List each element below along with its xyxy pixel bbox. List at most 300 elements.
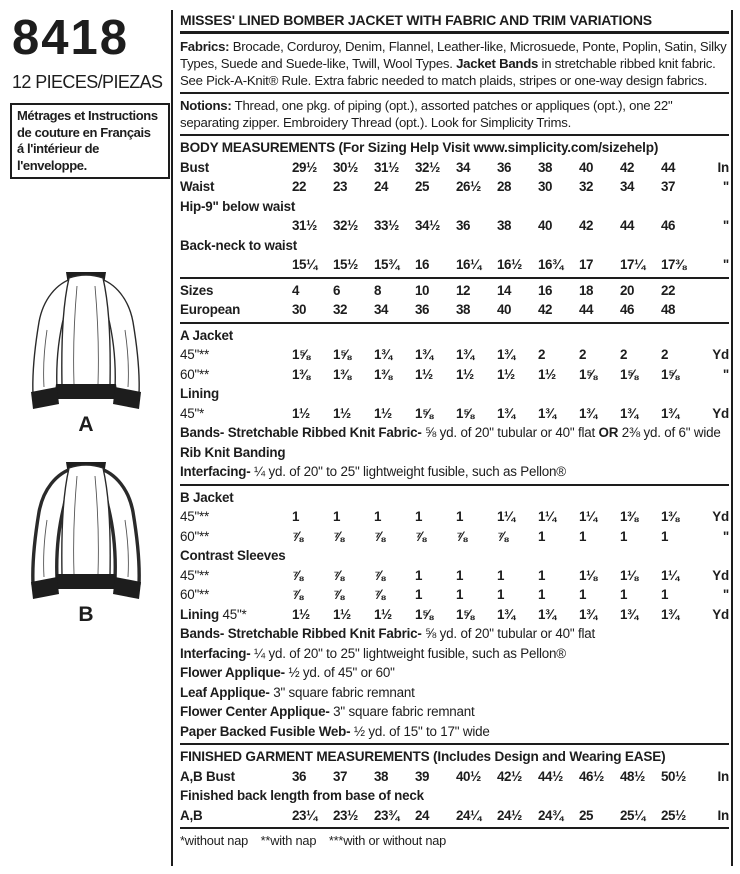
row-label-width: 45"**	[180, 509, 210, 524]
table-cell: 23½	[333, 807, 358, 823]
table-cell: 34½	[415, 218, 440, 233]
table-cell: 1	[415, 509, 423, 524]
table-cell: 26½	[456, 179, 481, 194]
table-cell: 1⅝	[415, 606, 433, 622]
table-cell: 32	[333, 302, 348, 317]
text-segment: Finished back length from base of neck	[180, 788, 424, 803]
table-note-row	[180, 644, 729, 664]
table-cell: 1	[579, 587, 587, 602]
table-cell: 17	[579, 257, 594, 272]
table-cell: 40½	[456, 768, 481, 784]
table-cell: 24¾	[538, 807, 563, 823]
unit-cell: "	[722, 218, 729, 233]
table-cell: 1	[579, 528, 587, 544]
table-cell: 32½	[415, 159, 440, 175]
table-cell: 1⅝	[456, 606, 474, 622]
table-cell: 36	[497, 159, 512, 175]
table-cell: 1	[374, 509, 382, 524]
table-cell: 1¾	[579, 405, 597, 421]
table-row	[180, 158, 729, 178]
table-cell: 1⅝	[620, 366, 638, 382]
table-cell: 1⅝	[579, 366, 597, 382]
table-cell: 1¼	[579, 509, 597, 524]
table-cell: 25	[415, 179, 430, 194]
text-segment: *without nap **with nap ***with or without nap	[180, 833, 447, 848]
text-segment: ½ yd. of 15" to 17" wide	[350, 723, 490, 739]
text-segment: OR	[598, 425, 619, 440]
table-cell: 14	[497, 282, 512, 298]
table-note-row	[180, 236, 729, 256]
table-row	[180, 300, 729, 320]
table-note-row	[180, 683, 729, 703]
table-cell: 40	[538, 218, 553, 233]
row-label-width: 45"**	[180, 567, 210, 583]
table-cell: 4	[292, 282, 300, 298]
row-label-width: 45"**	[180, 347, 210, 362]
row-label-width: 45"*	[180, 405, 205, 421]
table-cell: 25¼	[620, 807, 645, 823]
table-cell: 1¾	[415, 347, 433, 362]
table-cell: 1⅝	[661, 366, 679, 382]
row-label	[180, 527, 292, 547]
table-cell: 22	[292, 179, 307, 194]
table-cell: 23¾	[374, 807, 399, 823]
row-label-bold: Bust	[180, 159, 209, 175]
bomber-jacket-back-view-b-icon	[11, 458, 161, 604]
table-cell: 38	[456, 302, 471, 317]
table-cell: 1	[620, 587, 628, 602]
table-cell: 1	[456, 587, 464, 602]
table-note-row	[180, 722, 729, 742]
pattern-number: 8418	[12, 11, 130, 65]
text-segment: Interfacing-	[180, 464, 251, 479]
text-segment: Interfacing-	[180, 645, 251, 661]
table-cell: 30	[292, 302, 307, 317]
divider-rule	[180, 743, 729, 745]
table-cell: 1⅜	[333, 366, 351, 382]
table-cell: 24¼	[456, 807, 481, 823]
table-row	[180, 527, 729, 547]
text-segment: Back-neck to waist	[180, 237, 297, 253]
table-cell: ⅞	[374, 528, 385, 544]
table-cell: 1	[661, 587, 669, 602]
table-cell: 1	[538, 567, 546, 583]
row-label-width: 45"*	[218, 606, 247, 622]
divider-rule	[180, 322, 729, 324]
table-cell: 44	[579, 302, 594, 317]
french-notice-line: á l'intérieur de	[17, 141, 99, 156]
table-cell: 2	[538, 347, 546, 362]
table-cell: 34	[374, 302, 389, 317]
table-cell: 24½	[497, 807, 522, 823]
table-cell: 24	[415, 807, 430, 823]
table-cell: 17⅜	[661, 257, 686, 272]
table-cell: 46	[661, 218, 676, 233]
text-segment: ¼ yd. of 20" to 25" lightweight fusible, such as Pellon®	[250, 645, 566, 661]
text-segment: A Jacket	[180, 327, 233, 343]
right-column	[180, 12, 729, 851]
text-segment: 3" square fabric remnant	[269, 684, 415, 700]
row-label	[180, 177, 292, 197]
table-cell: 40	[579, 159, 594, 175]
table-cell: 1½	[456, 366, 474, 382]
row-label-bold: Lining	[180, 606, 219, 622]
text-segment: Contrast Sleeves	[180, 548, 286, 563]
row-label-width: 60"**	[180, 587, 210, 602]
text-segment: ⅝ yd. of 20" tubular or 40" flat	[421, 626, 596, 641]
table-cell: 25	[579, 807, 594, 823]
notions-paragraph	[180, 96, 729, 136]
table-row	[180, 507, 729, 527]
table-cell: 40	[497, 302, 512, 317]
text-segment: Hip-9" below waist	[180, 198, 296, 214]
table-cell: 1¾	[497, 606, 515, 622]
jacket-a-label: A	[78, 413, 94, 436]
table-cell: 1½	[374, 606, 392, 622]
table-cell: 36	[415, 302, 430, 317]
table-cell: 1	[415, 567, 423, 583]
table-cell: 15¼	[292, 257, 317, 272]
table-cell: 48	[661, 302, 676, 317]
table-row	[180, 255, 729, 275]
column-divider-line	[171, 10, 173, 866]
table-cell: 1¾	[374, 347, 392, 362]
row-label	[180, 507, 292, 527]
table-cell: 1½	[538, 366, 556, 382]
table-cell: 1¾	[538, 606, 556, 622]
table-cell: 1⅜	[292, 366, 310, 382]
row-label	[180, 300, 292, 320]
table-cell: 42	[620, 159, 635, 175]
table-note-row	[180, 462, 729, 482]
right-border-line	[731, 10, 733, 866]
unit-cell: In	[717, 768, 729, 784]
row-label-bold: Sizes	[180, 282, 214, 298]
table-cell: ⅞	[374, 587, 385, 602]
table-row	[180, 281, 729, 301]
table-note-row	[180, 546, 729, 566]
unit-cell: Yd	[712, 405, 729, 421]
fabrics-paragraph	[180, 37, 729, 94]
table-cell: ⅞	[292, 587, 303, 602]
text-segment: Thread, one pkg. of piping (opt.), assorted patches or appliques (opt.), one 22" separating zipper. Embroidery Thread (opt.). Look for Simplicity Trims.	[180, 98, 673, 130]
table-cell: 22	[661, 282, 676, 298]
table-cell: 16	[538, 282, 553, 298]
table-cell: 23¼	[292, 807, 317, 823]
table-cell: 1	[333, 509, 341, 524]
table-cell: 42½	[497, 768, 522, 784]
table-row	[180, 216, 729, 236]
table-cell: 16	[415, 257, 430, 272]
table-cell: 1¾	[620, 606, 638, 622]
pieces-count: 12 PIECES/PIEZAS	[12, 72, 163, 92]
table-cell: 1¼	[661, 567, 679, 583]
french-notice-line: de couture en Français	[17, 124, 151, 140]
table-note-row	[180, 384, 729, 404]
row-label-width: 60"**	[180, 528, 210, 544]
row-label	[180, 605, 292, 625]
table-cell: ⅞	[497, 528, 508, 544]
row-label	[180, 345, 292, 365]
table-cell: 42	[538, 302, 553, 317]
text-segment: Paper Backed Fusible Web-	[180, 723, 351, 739]
text-segment: Flower Applique-	[180, 665, 285, 680]
jacket-b-figure	[8, 458, 164, 627]
row-label	[180, 806, 292, 826]
table-cell: 46½	[579, 768, 604, 784]
unit-cell: Yd	[712, 606, 729, 622]
table-note-row	[180, 702, 729, 722]
table-cell: 1⅝	[456, 405, 474, 421]
text-segment: Rib Knit Banding	[180, 444, 286, 460]
table-cell: 1¾	[538, 405, 556, 421]
text-segment: in stretchable ribbed knit fabric. See Pick-A-Knit® Rule. Extra fabric needed to match plaids, stripes or one-way design fabrics.	[180, 56, 716, 88]
unit-cell: "	[722, 587, 729, 602]
row-label	[180, 566, 292, 586]
table-cell: 1⅝	[292, 347, 310, 362]
table-cell: 1	[292, 509, 300, 524]
table-note-row	[180, 624, 729, 644]
table-cell: 2	[620, 347, 628, 362]
row-label	[180, 158, 292, 178]
table-cell: 46	[620, 302, 635, 317]
table-cell: 20	[620, 282, 635, 298]
french-notice-line: Métrages et Instructions	[17, 108, 158, 123]
table-cell: 1⅛	[579, 567, 597, 583]
row-label	[180, 404, 292, 424]
divider-rule	[180, 277, 729, 279]
text-segment: ⅝ yd. of 20" tubular or 40" flat	[421, 425, 599, 440]
table-cell: ⅞	[456, 528, 467, 544]
jacket-b-label: B	[78, 603, 94, 626]
table-cell: 32½	[333, 218, 358, 233]
table-cell: ⅞	[415, 528, 426, 544]
unit-cell: "	[722, 257, 729, 272]
table-cell: 1¾	[661, 405, 679, 421]
french-notice-box	[10, 103, 170, 179]
table-cell: 1⅜	[620, 509, 638, 524]
table-cell: 16½	[497, 257, 522, 272]
table-cell: 33½	[374, 218, 399, 233]
table-cell: 42	[579, 218, 594, 233]
table-cell: 1	[456, 567, 464, 583]
table-note-row	[180, 326, 729, 346]
unit-cell: In	[717, 807, 729, 823]
text-segment: Flower Center Applique-	[180, 704, 330, 719]
table-cell: 1½	[415, 366, 433, 382]
table-cell: 1½	[292, 405, 310, 421]
table-cell: 1½	[333, 606, 351, 622]
unit-cell: Yd	[712, 567, 729, 583]
text-segment: ¼ yd. of 20" to 25" lightweight fusible, such as Pellon®	[250, 464, 566, 479]
unit-cell	[702, 281, 729, 301]
table-cell: 23	[333, 179, 348, 194]
table-cell: 12	[456, 282, 471, 298]
table-cell: 1½	[333, 405, 351, 421]
table-cell: 1¾	[579, 606, 597, 622]
table-cell: 16¾	[538, 257, 563, 272]
table-cell: 34	[456, 159, 471, 175]
text-segment: Brocade, Corduroy, Denim, Flannel, Leather-like, Microsuede, Ponte, Poplin, Satin, Silky Types, Suede and Suede-like, Twill, Wool Types.	[180, 39, 727, 71]
table-cell: 32	[579, 179, 594, 194]
table-cell: 31½	[292, 218, 317, 233]
table-cell: 38	[538, 159, 553, 175]
jacket-a-figure	[8, 268, 164, 437]
table-cell: 28	[497, 179, 512, 194]
table-cell: 24	[374, 179, 389, 194]
table-cell: 48½	[620, 768, 645, 784]
row-label	[180, 216, 292, 236]
row-label-bold: A,B	[180, 807, 203, 823]
table-cell: 1	[661, 528, 669, 544]
table-cell: ⅞	[374, 567, 385, 583]
unit-cell: Yd	[712, 347, 729, 362]
table-cell: 17¼	[620, 257, 645, 272]
text-segment: 2⅜ yd. of 6" wide	[618, 425, 721, 440]
unit-cell: Yd	[712, 509, 729, 524]
table-cell: 1¼	[538, 509, 556, 524]
table-cell: 39	[415, 768, 430, 784]
text-segment: Jacket Bands	[456, 56, 539, 71]
table-cell: 1¾	[497, 405, 515, 421]
footnote	[180, 831, 729, 851]
table-cell: 1⅝	[333, 347, 351, 362]
unit-cell: "	[722, 179, 729, 194]
text-segment: ½ yd. of 45" or 60"	[284, 665, 395, 680]
divider-rule	[180, 827, 729, 829]
row-label	[180, 585, 292, 605]
section-heading: FINISHED GARMENT MEASUREMENTS (Includes Design and Wearing EASE)	[180, 749, 666, 764]
table-cell: 1¾	[456, 347, 474, 362]
table-cell: 29½	[292, 159, 317, 175]
table-cell: 1½	[497, 366, 515, 382]
table-cell: 1	[497, 587, 505, 602]
text-segment: Bands- Stretchable Ribbed Knit Fabric-	[180, 425, 422, 440]
table-cell: 1¾	[620, 405, 638, 421]
section-heading: BODY MEASUREMENTS (For Sizing Help Visit www.simplicity.com/sizehelp)	[180, 140, 659, 155]
french-notice-line: l'enveloppe.	[17, 157, 87, 173]
row-label-width: 60"**	[180, 366, 210, 382]
bomber-jacket-back-view-a-icon	[11, 268, 161, 414]
table-note-row	[180, 786, 729, 806]
table-cell: 30	[538, 179, 553, 194]
table-cell: ⅞	[292, 528, 303, 544]
table-row	[180, 177, 729, 197]
text-segment: 3" square fabric remnant	[329, 704, 475, 719]
table-row	[180, 605, 729, 625]
table-cell: 37	[333, 768, 348, 784]
table-cell: 1¾	[497, 347, 515, 362]
table-cell: 2	[579, 347, 587, 362]
divider-rule	[180, 484, 729, 486]
unit-cell	[702, 300, 729, 320]
table-cell: 34	[620, 179, 635, 194]
table-cell: 1	[538, 528, 546, 544]
measurements-table	[180, 138, 729, 851]
table-cell: 38	[497, 218, 512, 233]
table-cell: 1	[538, 587, 546, 602]
table-cell: 15½	[333, 257, 358, 272]
table-cell: 38	[374, 768, 389, 784]
table-note-row	[180, 197, 729, 217]
table-note-row	[180, 663, 729, 683]
table-cell: 1⅛	[620, 567, 638, 583]
table-cell: 1	[415, 587, 423, 602]
table-cell: ⅞	[333, 587, 344, 602]
text-segment: Notions:	[180, 98, 232, 113]
table-row	[180, 345, 729, 365]
table-row	[180, 404, 729, 424]
table-row	[180, 365, 729, 385]
table-cell: 1	[497, 567, 505, 583]
table-cell: 36	[456, 218, 471, 233]
table-row	[180, 767, 729, 787]
row-label	[180, 255, 292, 275]
text-segment: Bands- Stretchable Ribbed Knit Fabric-	[180, 626, 422, 641]
table-cell: 1	[620, 528, 628, 544]
text-segment: Leaf Applique-	[180, 684, 270, 700]
table-cell: 37	[661, 179, 676, 194]
table-cell: 36	[292, 768, 307, 784]
table-cell: 1⅜	[661, 509, 679, 524]
table-cell: 1½	[292, 606, 310, 622]
table-cell: 1¼	[497, 509, 515, 524]
left-column	[10, 11, 166, 179]
table-cell: 2	[661, 347, 669, 362]
table-cell: ⅞	[292, 567, 303, 583]
table-cell: 8	[374, 282, 382, 298]
page-title: MISSES' LINED BOMBER JACKET WITH FABRIC AND TRIM VARIATIONS	[180, 12, 729, 34]
table-cell: 16¼	[456, 257, 481, 272]
text-segment: Fabrics:	[180, 39, 230, 54]
row-label-bold: European	[180, 302, 241, 317]
table-cell: 10	[415, 282, 430, 298]
table-cell: 15¾	[374, 257, 399, 272]
row-label	[180, 365, 292, 385]
table-cell: 1½	[374, 405, 392, 421]
table-cell: 1⅝	[415, 405, 433, 421]
text-segment: Lining	[180, 386, 219, 401]
table-cell: 1¾	[661, 606, 679, 622]
table-cell: 1⅜	[374, 366, 392, 382]
table-cell: 6	[333, 282, 341, 298]
table-note-row	[180, 423, 729, 462]
table-note-row	[180, 488, 729, 508]
table-cell: 44	[661, 159, 676, 175]
row-label-bold: A,B Bust	[180, 768, 235, 784]
table-cell: 25½	[661, 807, 686, 823]
table-cell: ⅞	[333, 528, 344, 544]
row-label-bold: Waist	[180, 179, 215, 194]
table-row	[180, 566, 729, 586]
row-label	[180, 767, 292, 787]
table-cell: 1	[456, 509, 464, 524]
text-segment: B Jacket	[180, 489, 234, 505]
table-cell: 44	[620, 218, 635, 233]
unit-cell: In	[717, 159, 729, 175]
table-cell: ⅞	[333, 567, 344, 583]
row-label	[180, 281, 292, 301]
table-row	[180, 585, 729, 605]
table-cell: 50½	[661, 768, 686, 784]
table-row	[180, 806, 729, 826]
table-cell: 30½	[333, 159, 358, 175]
table-cell: 44½	[538, 768, 563, 784]
table-cell: 31½	[374, 159, 399, 175]
unit-cell: "	[722, 528, 729, 544]
unit-cell: "	[722, 366, 729, 382]
table-cell: 18	[579, 282, 594, 298]
